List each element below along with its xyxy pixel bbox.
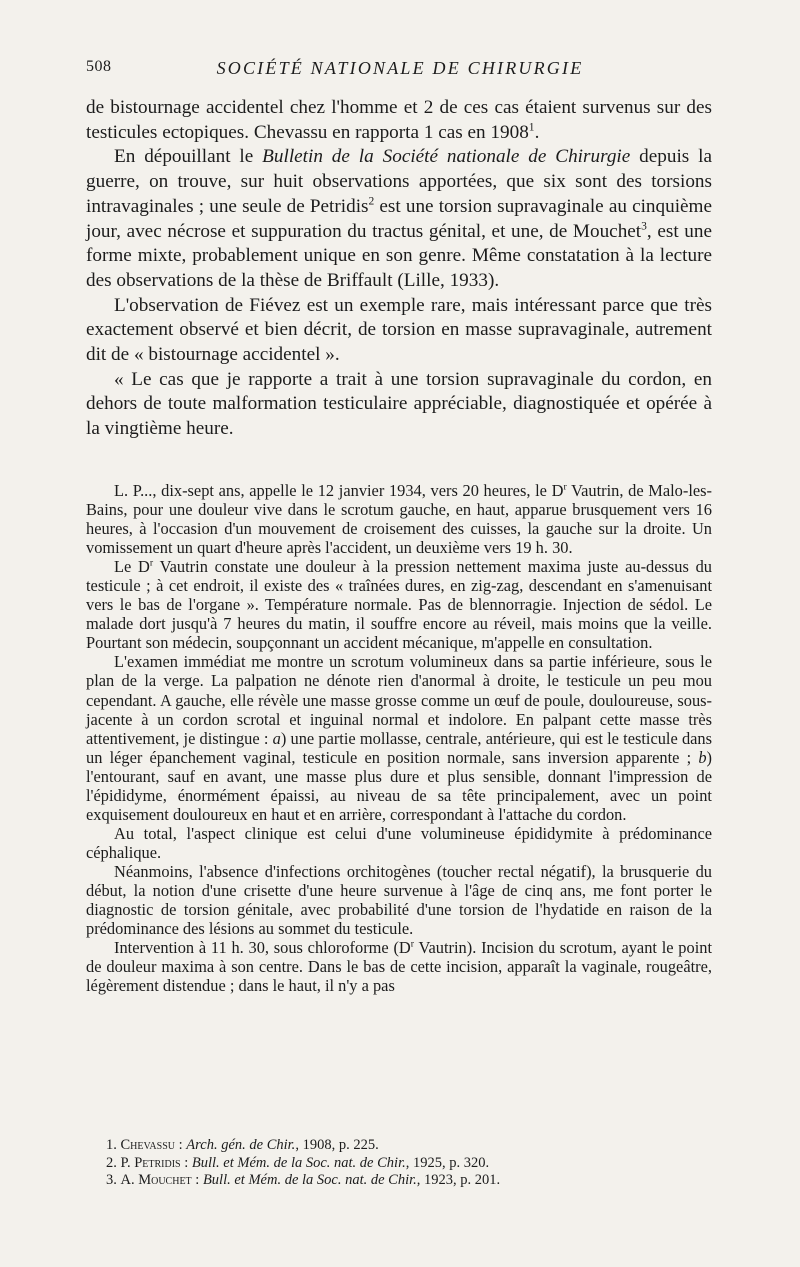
paragraph: L. P..., dix-sept ans, appelle le 12 janvier 1934, vers 20 heures, le $D^r$ Vautrin, de Malo-les-Bains, pour une douleur vive dans le scrotum gauche, en haut, apparue brusquement vers 16 heures, à l'occasion d'un mouvement de croisement des cuisses, la gauche sur la droite. Un vomissement un quart d'heure après l'accident, un deuxième vers 19 h. 30. [86,481,712,558]
paragraph: L'examen immédiat me montre un scrotum volumineux dans sa partie inférieure, sous le plan de la verge. La palpation ne dénote rien d'anormal à droite, le testicule un peu mou cependant. A gauche, elle révèle une masse grosse comme un œuf de poule, douloureuse, sous-jacente à un cordon scrotal et inguinal normal et indolore. En palpant cette masse très attentivement, je distingue : a) une partie mollasse, centrale, antérieure, qui est le testicule dans un léger épanchement vaginal, testicule en position normale, sans inversion apparente ; b) l'entourant, sauf en avant, une masse plus dure et plus sensible, donnant l'impression de l'épididyme, énormément épaissi, au niveau de sa tête principalement, avec un point exquisement douloureux en haut et en arrière, correspondant à l'attache du cordon. [86,652,713,824]
paragraph: Au total, l'aspect clinique est celui d'une volumineuse épididymite à prédominance céphalique. [86,823,712,862]
running-head: SOCIÉTÉ NATIONALE DE CHIRURGIE [216,58,584,78]
footnote-ref: 1 [528,121,535,134]
journal-title: Bulletin de la Société nationale de Chirurgie [262,146,631,168]
page-header [86,58,714,86]
footnote-ref: 2 [368,195,375,208]
footnote: 3. A. Mouchet : Bull. et Mém. de la Soc. nat. de Chir., 1923, p. 201. [106,1172,501,1188]
footnote-ref: 3 [641,220,647,233]
observation-text [86,481,712,995]
paragraph: Intervention à 11 h. 30, sous chloroforme ($D^r$ Vautrin). Incision du scrotum, ayant le point de douleur maxima à son centre. Dans le bas de cette incision, apparaît la vaginale, rougeâtre, légèrement distendue ; dans le haut, il n'y a pas [86,938,713,996]
paragraph: « Le cas que je rapporte a trait à une torsion supravaginale du cordon, en dehors de toute malformation testiculaire appréciable, diagnostiquée et opérée à la vingtième heure. [86,368,712,440]
paragraph: de bistournage accidentel chez l'homme et 2 de ces cas étaient survenus sur des testicules ectopiques. Chevassu en rapporta 1 cas en 1908$^1$. [86,97,712,143]
paragraph: L'observation de Fiévez est un exemple rare, mais intéressant parce que très exactement observé et bien décrit, de torsion en masse supravaginale, autrement dit de « bistournage accidentel ». [86,294,712,366]
paragraph: Néanmoins, l'absence d'infections orchitogènes (toucher rectal négatif), la brusquerie du début, la notion d'une crisette d'une heure survenue à l'âge de cinq ans, me font porter le diagnostic de torsion génitale, avec probabilité d'une torsion de l'hydatide en raison de la prédominance des lésions au sommet du testicule. [86,861,712,939]
footnote: 2. P. Petridis : Bull. et Mém. de la Soc. nat. de Chir., 1925, p. 320. [106,1154,490,1171]
footnote: 1. Chevassu : Arch. gén. de Chir., 1908, p. 225. [106,1137,379,1153]
footnotes [86,1137,712,1190]
paragraph: Le $D^r$ Vautrin constate une douleur à la pression nettement maxima juste au-dessus du testicule ; à cet endroit, il existe des « traînées dures, en zig-zag, descendant en s'amenuisant vers le bas de l'organe ». Température normale. Pas de blennorragie. Injection de sédol. Le malade dort jusqu'à 7 heures du matin, il souffre encore au réveil, mais moins que la veille. Pourtant son médecin, soupçonnant un accident mécanique, m'appelle en consultation. [86,557,712,653]
paragraph: En dépouillant le Bulletin de la Société nationale de Chirurgie depuis la guerre, on trouve, sur huit observations apportées, que six sont des torsions intravaginales ; une seule de Petridis$^2$ est une torsion supravaginale au cinquième jour, avec nécrose et suppuration du tractus génital, et une, de Mouchet$^3$, est une forme mixte, probablement unique en son genre. Même constatation à la lecture des observations de la thèse de Briffault (Lille, 1933). [86,146,712,291]
page-number: 508 [86,58,112,75]
main-text [86,96,712,442]
